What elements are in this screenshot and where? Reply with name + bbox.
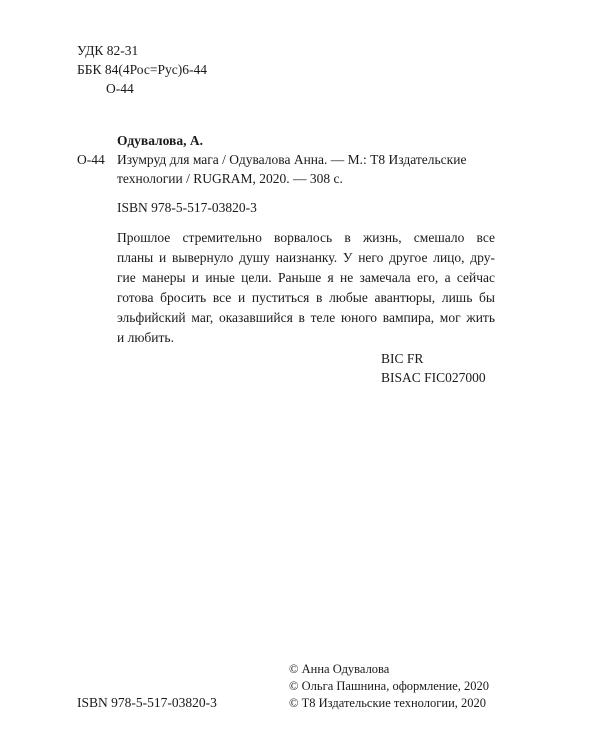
copyright-publisher: © Т8 Издательские технологии, 2020 (289, 696, 487, 710)
bisac-code: BISAC FIC027000 (381, 370, 486, 385)
author-name: Одувалова, А. (117, 133, 203, 148)
annotation-line-6: и любить. (117, 330, 174, 345)
annotation-line-5: эльфийский маг, оказавшийся в теле юного вампира, мог жить (117, 310, 495, 325)
author-mark: О-44 (106, 81, 134, 96)
annotation-line-1: Прошлое стремительно ворвалось в жизнь, смешало все (117, 230, 495, 245)
copyright-author: © Анна Одувалова (289, 662, 390, 676)
copyright-design: © Ольга Пашнина, оформление, 2020 (289, 679, 489, 693)
annotation (117, 228, 495, 348)
bibliographic-line-2: технологии / RUGRAM, 2020. — 308 с. (117, 171, 343, 186)
isbn-bottom: ISBN 978-5-517-03820-3 (77, 695, 217, 710)
margin-author-mark: О-44 (77, 152, 105, 167)
annotation-line-2: планы и вывернуло душу наизнанку. У него другое лицо, дру- (117, 250, 495, 265)
bic-code: BIC FR (381, 351, 424, 366)
isbn-top: ISBN 978-5-517-03820-3 (117, 200, 257, 215)
annotation-line-4: готова бросить все и пуститься в любые авантюры, лишь бы (117, 290, 495, 305)
annotation-line-3: гие манеры и иные цели. Раньше я не замечала его, а сейчас (117, 270, 495, 285)
udk-code: УДК 82-31 (77, 43, 139, 58)
bibliographic-line-1: Изумруд для мага / Одувалова Анна. — М.: Т8 Издательские (117, 152, 467, 167)
bbk-code: ББК 84(4Рос=Рус)6-44 (77, 62, 207, 77)
